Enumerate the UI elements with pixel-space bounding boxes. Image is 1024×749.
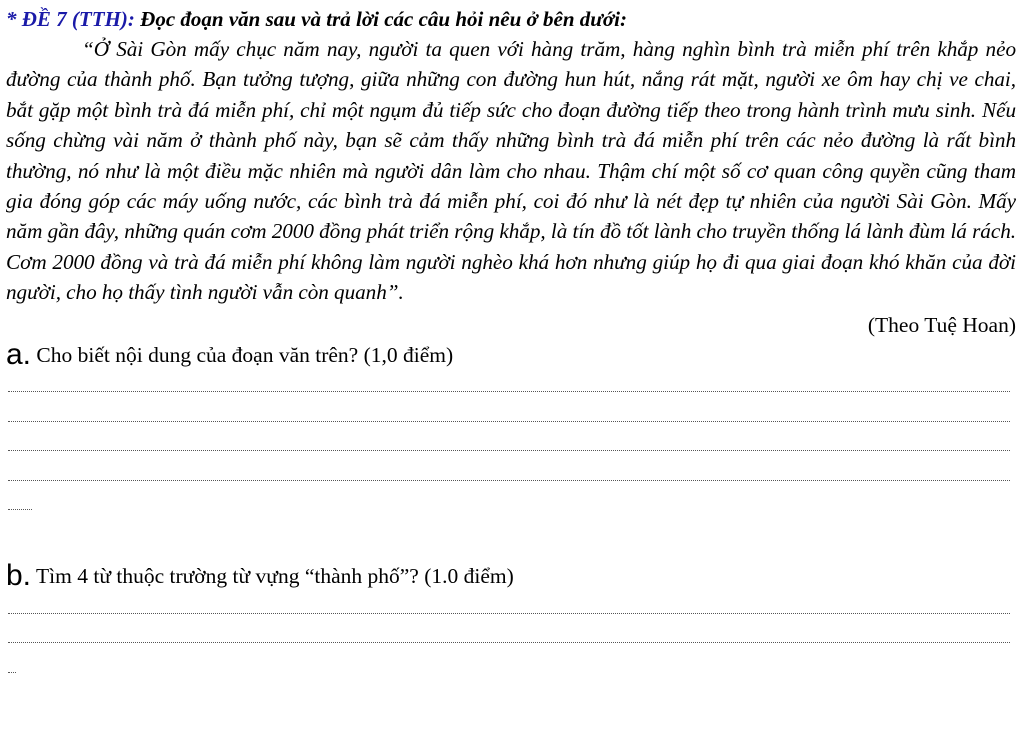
passage-text: “Ở Sài Gòn mấy chục năm nay, người ta quen với hàng trăm, hàng nghìn bình trà miễn phí trên khắp nẻo đường của thành phố. Bạn tưởng tượng, giữa những con đường hun hút, nắng rát mặt, người xe ôm hay chị ve chai, bắt gặp một bình trà đá miễn phí, chỉ một ngụm đủ tiếp sức cho đoạn đường tiếp theo trong hành trình mưu sinh. Nếu sống chừng vài năm ở thành phố này, bạn sẽ cảm thấy những bình trà đá miễn phí trên các nẻo đường là rất bình thường, nó như là một điều mặc nhiên mà người dân làm cho nhau. Thậm chí một số cơ quan công quyền cũng tham gia đóng góp các máy uống nước, các bình trà đá miễn phí, coi đó như là nét đẹp tự nhiên của người Sài Gòn. Mấy năm gần đây, những quán cơm 2000 đồng phát triển rộng khắp, là tín đồ tốt lành cho truyền thống lá lành đùm lá rách. Cơm 2000 đồng và trà đá miễn phí không làm người nghèo khá hơn nhưng giúp họ đi qua giai đoạn khó khăn của đời người, cho họ thấy tình người vẫn còn quanh”.: [6, 37, 1016, 305]
question-a: [6, 337, 1016, 371]
answer-area-a[interactable]: [6, 370, 1016, 518]
exam-page: [6, 4, 1016, 680]
question-b-text: Tìm 4 từ thuộc trường từ vựng “thành phố”? (1.0 điểm): [36, 564, 514, 589]
answer-line-end: [6, 488, 1016, 518]
answer-line: [6, 621, 1016, 651]
question-a-letter: a.: [6, 337, 32, 371]
reading-passage: [6, 34, 1016, 308]
exam-instruction: Đọc đoạn văn sau và trả lời các câu hỏi nêu ở bên dưới:: [140, 7, 627, 31]
exam-label: * ĐỀ 7 (TTH):: [6, 7, 135, 31]
question-b: [6, 561, 1016, 591]
question-a-text: Cho biết nội dung của đoạn văn trên? (1,0 điểm): [36, 342, 454, 367]
answer-line: [6, 591, 1016, 621]
answer-line: [6, 370, 1016, 400]
question-b-letter: b.: [6, 559, 32, 593]
answer-line: [6, 458, 1016, 488]
exam-heading: [6, 4, 1016, 34]
answer-line: [6, 429, 1016, 459]
spacer: [6, 517, 1016, 561]
answer-line: [6, 399, 1016, 429]
answer-line-end: [6, 650, 1016, 680]
passage-source: (Theo Tuệ Hoan): [867, 312, 1016, 337]
answer-area-b[interactable]: [6, 591, 1016, 680]
